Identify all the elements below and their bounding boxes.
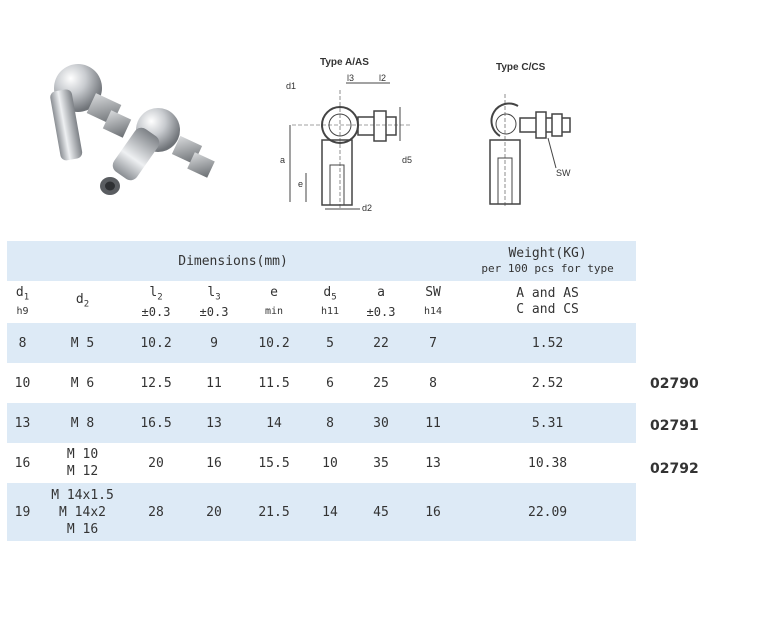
cell-l3: 11 [206, 375, 222, 391]
header-d2: $d_2$ [75, 291, 90, 310]
cell-l2: 20 [148, 455, 164, 471]
header-a: a ±0.3 [366, 284, 396, 320]
cell-weight: 2.52 [531, 375, 564, 391]
product-code: 02791 [650, 418, 699, 434]
table-row [7, 403, 636, 443]
cell-d1: 13 [14, 415, 31, 431]
cell-d2: M 10 M 12 [66, 447, 99, 479]
table-header-row [7, 281, 636, 323]
cell-d2: M 6 [70, 375, 95, 391]
cell-d1: 19 [14, 504, 31, 520]
table-caption: Dimensions(mm) [178, 253, 288, 269]
weight-subtitle: per 100 pcs for type [481, 262, 614, 275]
cell-e: 14 [266, 415, 282, 431]
cell-d1: 10 [14, 375, 31, 391]
label-d1: d1 [286, 81, 297, 91]
cell-e: 21.5 [258, 504, 290, 520]
cell-weight: 5.31 [531, 415, 564, 431]
table-row [7, 443, 636, 483]
cell-l2: 28 [148, 504, 164, 520]
cell-sw: 16 [425, 504, 441, 520]
cell-sw: 8 [429, 375, 437, 391]
cell-a: 35 [373, 455, 389, 471]
label-d5: d5 [402, 155, 413, 165]
cell-a: 22 [373, 335, 389, 351]
cell-l3: 13 [206, 415, 222, 431]
cell-l3: 20 [206, 504, 222, 520]
cell-d2: M 5 [70, 335, 95, 351]
cell-e: 11.5 [258, 375, 290, 391]
cell-d1: 8 [18, 335, 27, 351]
label-a: a [280, 155, 286, 165]
cell-a: 45 [373, 504, 389, 520]
label-e: e [298, 179, 304, 189]
cell-sw: 13 [425, 455, 441, 471]
table-row [7, 483, 636, 541]
weight-title: Weight(KG) [508, 246, 587, 261]
dimensions-table [7, 241, 636, 541]
cell-sw: 11 [425, 415, 441, 431]
cell-l3: 16 [206, 455, 222, 471]
product-code: 02790 [650, 376, 699, 392]
drawing-type-c-title: Type C/CS [496, 62, 546, 73]
drawing-type-a-title: Type A/AS [320, 57, 369, 68]
header-l3: $l_3$ ±0.3 [199, 284, 229, 320]
cell-sw: 7 [429, 335, 437, 351]
cell-d5: 6 [326, 375, 334, 391]
header-l2: $l_2$ ±0.3 [141, 284, 171, 320]
product-code: 02792 [650, 461, 699, 477]
drawing-type-a [270, 55, 420, 220]
drawing-type-c [470, 58, 590, 213]
cell-d1: 16 [14, 455, 31, 471]
weight-header [459, 241, 636, 281]
product-photo [40, 58, 230, 218]
cell-l2: 10.2 [140, 335, 172, 351]
cell-l3: 9 [210, 335, 218, 351]
header-sw: SW h14 [424, 284, 443, 318]
cell-e: 10.2 [258, 335, 290, 351]
cell-weight: 22.09 [528, 504, 568, 520]
type-a-diagram [270, 55, 420, 220]
label-l3: l3 [347, 73, 355, 83]
cell-a: 30 [373, 415, 389, 431]
cell-weight: 10.38 [528, 455, 568, 471]
table-caption-row [7, 241, 636, 281]
table-row [7, 323, 636, 363]
cell-d2: M 8 [70, 415, 95, 431]
cell-d5: 14 [322, 504, 338, 520]
type-c-diagram [470, 58, 590, 213]
header-d1: $d_1$ h9 [15, 284, 30, 318]
cell-a: 25 [373, 375, 389, 391]
cell-d5: 8 [326, 415, 334, 431]
cell-e: 15.5 [258, 455, 290, 471]
table-row [7, 363, 636, 403]
header-e: e min [264, 284, 284, 318]
cell-d2: M 14x1.5 M 14x2 M 16 [51, 487, 114, 537]
label-d2: d2 [362, 203, 373, 213]
cell-l2: 12.5 [140, 375, 172, 391]
header-d5: $d_5$ h11 [320, 284, 340, 318]
cell-l2: 16.5 [140, 415, 172, 431]
cell-d5: 5 [326, 335, 334, 351]
header-weight-types: A and AS C and CS [516, 286, 579, 317]
cell-d5: 10 [322, 455, 338, 471]
cell-weight: 1.52 [531, 335, 564, 351]
label-l2: l2 [379, 73, 387, 83]
label-sw: SW [556, 168, 571, 178]
